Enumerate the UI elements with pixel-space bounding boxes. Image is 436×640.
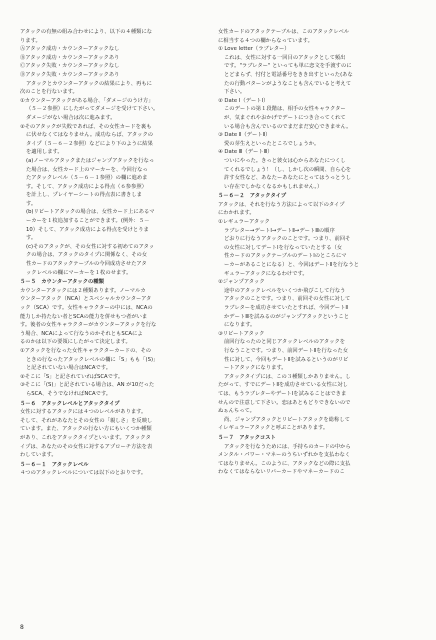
section-heading: ５－５ カウンターアタックの種類 bbox=[20, 279, 104, 286]
text-line: ックレベルの欄にマーカーを１枚のせます。 bbox=[26, 269, 132, 276]
text-line: アタックは、それを行なう方法によって以下のタイプ bbox=[218, 201, 345, 208]
text-line: タイプ（５－６－２参照）などにより下のように結果 bbox=[26, 140, 153, 147]
text-line: に伏せなくてはなりません。成功ならば、アタックの bbox=[26, 132, 154, 139]
text-line: う場合、NCAによって行なうのかそれともSCAによ bbox=[20, 330, 143, 337]
text-line: たの行動パターンがようなことも含んでいると考えて bbox=[224, 80, 352, 87]
text-line: アタックを行なうためには、手持ちのカードの中から bbox=[224, 443, 351, 450]
text-line: メンタル・パワー・マネーのうちいずれかを支払わなく bbox=[218, 452, 351, 459]
text-line: (b)リピートアタックの場合は、女性カード上にあるマ bbox=[26, 209, 155, 216]
text-line: アタックの有無の組み合わせにより、以下の４種類にな bbox=[20, 29, 153, 35]
text-line: ラブレターを成功させていたとすれば、今回デートⅡ bbox=[224, 305, 349, 311]
text-line: ④ Date Ⅲ（デートⅢ） bbox=[218, 149, 273, 156]
text-line: 10）そして、アタック成功による得点を受けとりま bbox=[26, 226, 149, 233]
text-line: わしています。 bbox=[20, 452, 57, 459]
text-line: ときの行なったアタックレベルの欄に「S」もも「(S)」 bbox=[26, 356, 159, 363]
text-line: このデートの第１段階は、相手の女性キャラクター bbox=[224, 106, 346, 113]
text-line: ③リピートアタック bbox=[218, 330, 265, 337]
text-line: す。後者の女性キャラクターがカウンターアタックを行な bbox=[20, 322, 157, 329]
text-line: す。そして、アタック成功による得点（６参参照） bbox=[26, 183, 147, 190]
text-line: 能力しか持たない者とSCAの能力を併せもつ者がいま bbox=[20, 313, 148, 320]
text-line: （５－２参照）にしたがってダメージを受けて下さい。 bbox=[26, 106, 159, 113]
text-line: せんので注意して下さい。恋はあともどりできないので bbox=[218, 399, 351, 406]
text-line: るのかは以下の要領にしたがって決定します。 bbox=[20, 339, 131, 346]
text-line: Ⓐアタック成功・カウンターアタックなし bbox=[20, 46, 120, 53]
text-line: にわかれます。 bbox=[218, 210, 255, 217]
text-line: ります。 bbox=[20, 37, 41, 44]
text-line: と記されていない場合はNCAです。 bbox=[26, 365, 112, 372]
text-line: 前回行なったのと同じアタックレベルのアタックを bbox=[224, 339, 346, 346]
text-line: ーカーがあることになる）と、今回はデートⅡを行なうと bbox=[224, 262, 359, 269]
section-heading: ５－６－２ アタックタイプ bbox=[218, 193, 287, 200]
text-line: てくれるでしょう！（し、しかし次の瞬間、自ら心を bbox=[224, 166, 352, 173]
text-line: ートアタックになります。 bbox=[224, 365, 287, 372]
text-line: ①カウンターアタックがある場合、「ダメージのうけ方」 bbox=[20, 97, 154, 104]
text-line: ック（SCA）です。女性キャラクターの中には、NCAの bbox=[20, 305, 153, 311]
text-line: らSCA、そうでなければNCAです。 bbox=[26, 390, 112, 397]
right-text-column bbox=[218, 28, 414, 477]
text-line: そして、それがあなたとその女性の「親しさ」を反映し bbox=[20, 417, 153, 424]
text-line: 性カードのアタックテーブルの今回成功させたアタ bbox=[26, 261, 147, 268]
text-line: 許す女性など、あなたーあなたにとってはうっとうし bbox=[224, 175, 352, 182]
text-line: カウンターアタックには２種類あります。ノーマルカ bbox=[20, 287, 146, 294]
text-line: ①アタックを行なった女性キャラクターカードの、その bbox=[20, 347, 152, 354]
text-line: どおりに行なうアタックのことです。つまり、前回そ bbox=[224, 236, 351, 243]
text-line: ②そこに「S」と記されていればSCAです。 bbox=[20, 373, 124, 380]
text-line: 性に対して、今回もデートⅡを試みるというのがリピ bbox=[224, 356, 349, 363]
text-line: アタックとカウンターアタックの結果により、再もに bbox=[26, 80, 152, 87]
text-line: とどまらず、忖付と電話番号をきき出すといった(あな bbox=[224, 71, 353, 78]
text-line: これは、女性に対する一回目のアタックとして頻出 bbox=[224, 54, 346, 61]
text-line: わなくてはならないリバーカードやマネーカードのこ bbox=[218, 469, 345, 476]
text-line: 尚、ジャンプアタックとリピートアタックを総称して bbox=[224, 416, 350, 423]
text-line: があり、これをアタックタイプといいます。アタックタ bbox=[20, 434, 151, 441]
text-line: を適用します。 bbox=[26, 149, 63, 156]
text-line: す。 bbox=[26, 235, 37, 242]
text-line: ては、もうラブレターやデートⅠを試みることはできま bbox=[218, 390, 347, 397]
text-line: Ⓓアタック失敗・カウンターアタックあり bbox=[20, 71, 120, 78]
text-line: の女性に対してデートⅠを行なっていたとする（女 bbox=[224, 244, 343, 251]
text-line: ついにやった。きっと彼女は心からあなたにつくし bbox=[224, 157, 346, 164]
text-line: 性カードのアタックテーブルのデートⅠのところにマ bbox=[224, 253, 347, 260]
text-line: ③そこに「(S)」と記されている場合は、AN が10だった bbox=[20, 382, 155, 389]
text-line: 途中のアタックレベルをいくつか飛びこして行なう bbox=[224, 287, 346, 294]
section-heading: ５－７ アタックコスト bbox=[218, 434, 276, 441]
text-line: 行なうことです。つまり、前回デートⅡを行なった女 bbox=[224, 347, 349, 354]
text-line: イプは、あなたのその女性に対するアプローチ方法を表 bbox=[20, 443, 153, 450]
text-line: たがって、すでにデートⅡを成功させている女性に対し bbox=[218, 382, 348, 389]
text-line: ②そのアタックが失敗であれば、その女性カードを裏も bbox=[20, 123, 152, 130]
text-line: てはなりません。このように、アタックなどの際に支払 bbox=[218, 460, 351, 467]
text-line: 下さい。 bbox=[224, 89, 246, 96]
text-line: い存在でしかなくなるかもしれません。） bbox=[224, 183, 323, 190]
text-line: 次のことを行ないます。 bbox=[20, 89, 78, 96]
text-line: 女性カードのアタックテーブルは、このアタックレベル bbox=[218, 29, 350, 35]
text-line: ③ Date Ⅱ（デートⅡ） bbox=[218, 132, 271, 139]
section-heading: ５－６－１ アタックレベル bbox=[20, 461, 89, 468]
text-line: ②ジャンプアタック bbox=[218, 279, 265, 286]
section-heading: ５－６ アタックレベルとアタックタイプ bbox=[20, 400, 120, 407]
text-line: イレギュラーアタックと呼ぶことがあります。 bbox=[218, 425, 329, 432]
text-line: ①レギュラーアタック bbox=[218, 219, 270, 226]
text-line: ４つのアタックレベルについては以下のとおりです。 bbox=[20, 470, 147, 477]
text-line: を計上し、プレイヤーシートの得点表に書きしま bbox=[26, 192, 142, 199]
text-line: が、気まぐれやおかげでデートにつき合ってくれて bbox=[224, 114, 346, 121]
text-line: Ⓑアタック成功・カウンターアタックあり bbox=[20, 54, 120, 61]
text-line: ギュラーアタックになるわけです。 bbox=[224, 270, 308, 277]
text-line: に相当する４つの欄からなっています。 bbox=[218, 37, 313, 44]
text-line: クの場合は、アタックのタイプに関係なく、その女 bbox=[26, 252, 148, 259]
text-line: です。"ラブレター" といっても単に恋文を手渡すのに bbox=[224, 63, 352, 70]
text-line: ダメージがない場合は次に進みます。 bbox=[26, 114, 116, 121]
text-line: ーカーを１枚追加することができます。(例外：５－ bbox=[26, 218, 150, 225]
text-line: 愛の芽生えといったところでしょうか。 bbox=[224, 140, 320, 147]
text-line: アタックタイプには、この３種類しかありません。し bbox=[224, 373, 351, 380]
text-line: いる場合も含んでいるのでまだまだ安心できません。 bbox=[224, 123, 352, 130]
text-line: になります。 bbox=[224, 322, 256, 329]
text-line: ② Date Ⅰ（デートⅠ） bbox=[218, 97, 269, 104]
text-line: (a)ノーマルアタックまたはジャンプアタックを行なっ bbox=[26, 157, 155, 164]
text-line: たアタックレベル（５－６－１参照）の欄に進めま bbox=[26, 175, 148, 182]
text-line: ラブレター→デートⅠ→デートⅡ→デートⅢの順序 bbox=[224, 227, 335, 234]
text-line: アタックのことです。つまり、前回その女性に対して bbox=[224, 296, 351, 303]
text-line: た場合は、女性カード上のマーカーを、今回行なっ bbox=[26, 166, 148, 173]
text-line: ① Love letter（ラブレター） bbox=[218, 46, 290, 53]
text-line: ています。また、アタックの行ない方にもいくつか種類 bbox=[20, 426, 152, 433]
left-text-column bbox=[20, 28, 216, 478]
page-number: 8 bbox=[20, 624, 24, 631]
text-line: かデートⅢを試みるのがジャンプアタックということ bbox=[224, 313, 350, 320]
text-line: ウンターアタック（NCA）とスペシャルカウンターアタ bbox=[20, 296, 152, 303]
text-line: ぬぁんちって。 bbox=[218, 408, 255, 415]
text-line: 女性に対するアタックには４つのレベルがあります。 bbox=[20, 409, 147, 416]
text-line: す。 bbox=[26, 200, 37, 207]
text-line: Ⓒアタック失敗・カウンターアタックなし bbox=[20, 63, 120, 70]
text-line: (c)そのアタックが、その女性に対する初めてのアタッ bbox=[26, 243, 155, 250]
